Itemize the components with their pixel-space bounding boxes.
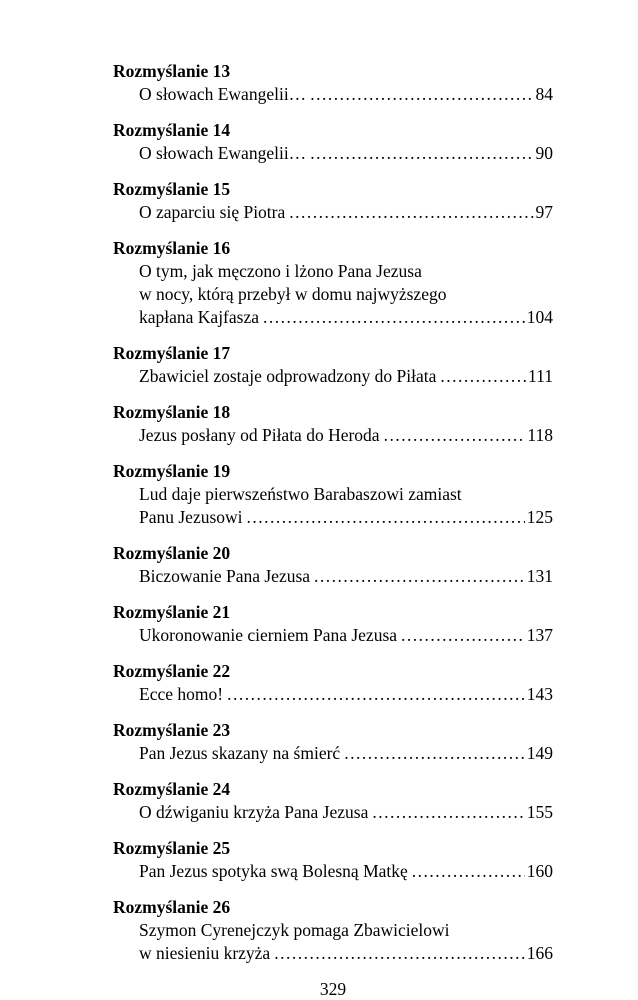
page-number: 329: [319, 979, 347, 999]
toc-line-text: kapłana Kajfasza: [139, 307, 259, 327]
toc-entry-page-number: 111: [528, 366, 553, 386]
toc-entry-title: Rozmyślanie 22: [113, 661, 231, 681]
toc-line: [139, 283, 553, 306]
toc-entry-page-number: 131: [526, 566, 553, 586]
toc-line-text: Jezus posłany od Piłata do Heroda: [139, 425, 380, 445]
toc-entry-lines: [113, 483, 553, 529]
toc-line: [139, 483, 553, 506]
toc-entry: [113, 60, 553, 106]
toc-entry-title: Rozmyślanie 23: [113, 720, 231, 740]
toc-line: [139, 742, 553, 765]
toc-entry-page-number: 160: [526, 861, 553, 881]
toc-line: [139, 506, 553, 529]
toc-line-text: w nocy, którą przebył w domu najwyższego: [139, 284, 447, 304]
toc-entry: [113, 178, 553, 224]
dot-leader: [289, 201, 533, 224]
toc-entry-lines: [113, 201, 553, 224]
dot-leader: [274, 942, 525, 965]
toc-line: [139, 424, 553, 447]
toc-entry-title: Rozmyślanie 14: [113, 120, 231, 140]
table-of-contents: [113, 60, 553, 978]
toc-entry-lines: [113, 801, 553, 824]
toc-line: [139, 365, 553, 388]
toc-entry-title: Rozmyślanie 26: [113, 897, 231, 917]
toc-line: [139, 565, 553, 588]
toc-entry-title: Rozmyślanie 13: [113, 61, 231, 81]
toc-entry-lines: [113, 624, 553, 647]
dot-leader: [384, 424, 526, 447]
toc-line-text: Zbawiciel zostaje odprowadzony do Piłata: [139, 366, 437, 386]
toc-entry-page-number: 155: [526, 802, 553, 822]
toc-line: [139, 201, 553, 224]
toc-entry-title: Rozmyślanie 18: [113, 402, 231, 422]
toc-entry: [113, 896, 553, 965]
toc-entry-page-number: 166: [526, 943, 553, 963]
dot-leader: [310, 142, 533, 165]
toc-entry: [113, 460, 553, 529]
toc-entry: [113, 778, 553, 824]
toc-entry-title: Rozmyślanie 16: [113, 238, 231, 258]
toc-entry: [113, 660, 553, 706]
toc-line-text: Lud daje pierwszeństwo Barabaszowi zamiast: [139, 484, 462, 504]
toc-entry-lines: [113, 742, 553, 765]
toc-entry-lines: [113, 565, 553, 588]
toc-entry-page-number: 84: [535, 84, 553, 104]
toc-entry-page-number: 104: [526, 307, 553, 327]
dot-leader: [310, 83, 533, 106]
toc-entry: [113, 837, 553, 883]
toc-line: [139, 624, 553, 647]
toc-entry: [113, 237, 553, 329]
dot-leader: [412, 860, 525, 883]
toc-entry: [113, 542, 553, 588]
toc-line-text: Panu Jezusowi: [139, 507, 243, 527]
toc-line: [139, 260, 553, 283]
toc-entry-title: Rozmyślanie 17: [113, 343, 231, 363]
toc-entry-lines: [113, 142, 553, 165]
dot-leader: [372, 801, 524, 824]
toc-entry-lines: [113, 683, 553, 706]
toc-line-text: Pan Jezus skazany na śmierć: [139, 743, 341, 763]
toc-line-text: Szymon Cyrenejczyk pomaga Zbawicielowi: [139, 920, 450, 940]
toc-entry-page-number: 90: [535, 143, 553, 163]
dot-leader: [440, 365, 526, 388]
toc-line-text: O słowach Ewangelii…: [139, 143, 307, 163]
toc-entry-page-number: 149: [526, 743, 553, 763]
dot-leader: [344, 742, 525, 765]
toc-entry: [113, 342, 553, 388]
toc-entry-title: Rozmyślanie 20: [113, 543, 231, 563]
toc-entry: [113, 119, 553, 165]
toc-entry: [113, 401, 553, 447]
toc-entry-lines: [113, 424, 553, 447]
toc-line: [139, 919, 553, 942]
toc-entry-title: Rozmyślanie 15: [113, 179, 231, 199]
toc-line-text: Ukoronowanie cierniem Pana Jezusa: [139, 625, 398, 645]
toc-line-text: Ecce homo!: [139, 684, 224, 704]
toc-line: [139, 942, 553, 965]
toc-entry-lines: [113, 83, 553, 106]
toc-entry-title: Rozmyślanie 21: [113, 602, 231, 622]
toc-line: [139, 683, 553, 706]
toc-entry-page-number: 125: [526, 507, 553, 527]
toc-entry-title: Rozmyślanie 24: [113, 779, 231, 799]
toc-entry-page-number: 137: [526, 625, 553, 645]
toc-entry-lines: [113, 860, 553, 883]
toc-line-text: Pan Jezus spotyka swą Bolesną Matkę: [139, 861, 408, 881]
dot-leader: [227, 683, 525, 706]
toc-line-text: w niesieniu krzyża: [139, 943, 271, 963]
toc-entry-page-number: 118: [527, 425, 553, 445]
dot-leader: [314, 565, 525, 588]
toc-entry-title: Rozmyślanie 19: [113, 461, 231, 481]
toc-line-text: Biczowanie Pana Jezusa: [139, 566, 311, 586]
toc-entry-lines: [113, 919, 553, 965]
toc-line-text: O dźwiganiu krzyża Pana Jezusa: [139, 802, 369, 822]
toc-entry: [113, 719, 553, 765]
toc-line: [139, 801, 553, 824]
dot-leader: [401, 624, 525, 647]
toc-line: [139, 860, 553, 883]
toc-entry-lines: [113, 260, 553, 329]
toc-line: [139, 306, 553, 329]
toc-entry-lines: [113, 365, 553, 388]
toc-line-text: O zaparciu się Piotra: [139, 202, 286, 222]
toc-entry-title: Rozmyślanie 25: [113, 838, 231, 858]
toc-line: [139, 83, 553, 106]
toc-entry-page-number: 143: [526, 684, 553, 704]
dot-leader: [247, 506, 525, 529]
toc-entry: [113, 601, 553, 647]
toc-line: [139, 142, 553, 165]
toc-entry-page-number: 97: [535, 202, 553, 222]
toc-line-text: O słowach Ewangelii…: [139, 84, 307, 104]
dot-leader: [263, 306, 525, 329]
toc-line-text: O tym, jak męczono i lżono Pana Jezusa: [139, 261, 422, 281]
